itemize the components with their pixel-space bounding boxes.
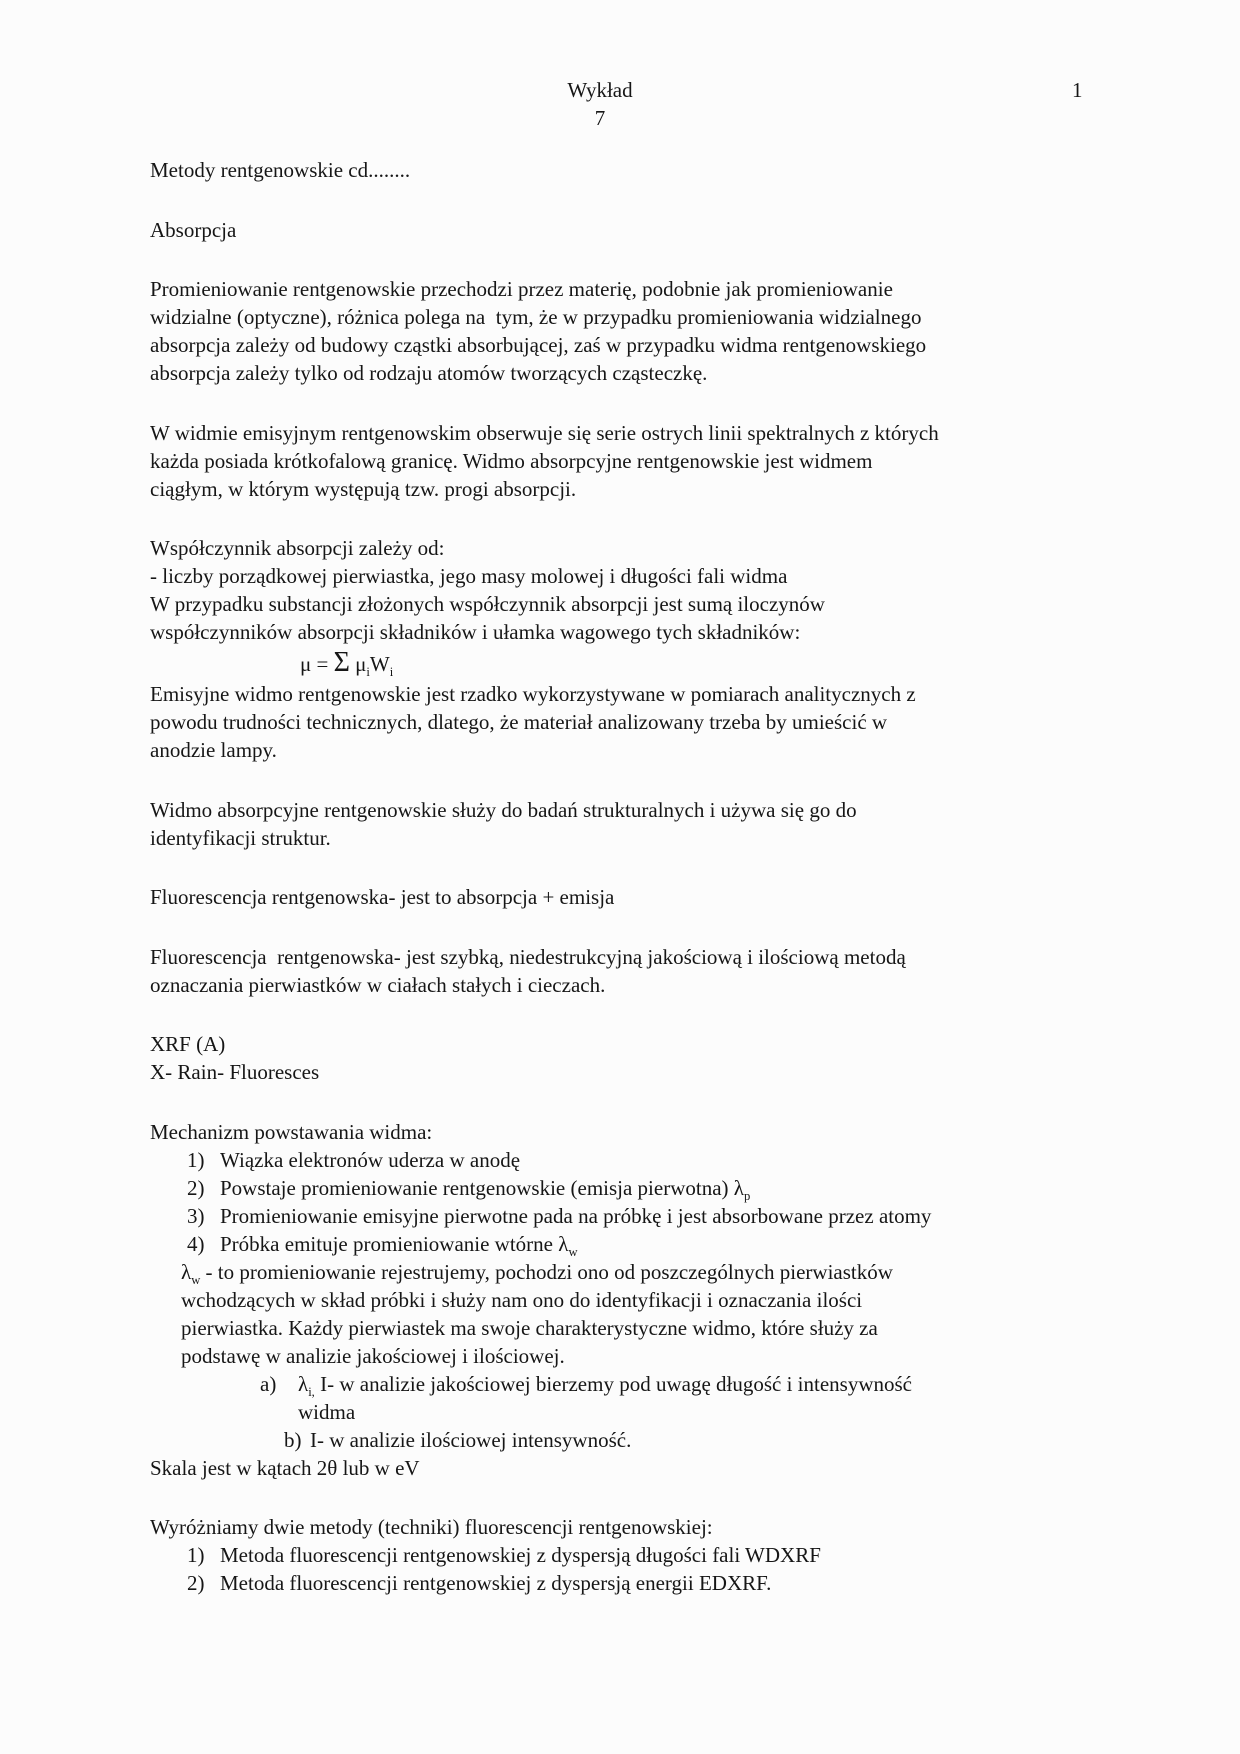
text-line: Fluorescencja rentgenowska- jest szybką, niedestrukcyjną jakościową i ilościową metodą [150,944,906,969]
sigma-symbol: Σ [333,647,350,678]
text-line: - liczby porządkowej pierwiastka, jego masy molowej i długości fali widma [150,564,788,588]
text-line: pierwiastka. Każdy pierwiastek ma swoje charakterystyczne widmo, które służy za [181,1315,878,1340]
paragraph-absorption-usage [150,796,1240,852]
text-line: Emisyjne widmo rentgenowskie jest rzadko wykorzystywane w pomiarach analitycznych z [150,682,916,706]
method-item-2 [187,1569,1240,1597]
methods-heading: Wyróżniamy dwie metody (techniki) fluorescencji rentgenowskiej: [150,1515,713,1539]
paragraph-absorption-coefficient [150,534,1240,646]
text-line: podstawę w analizie jakościowej i ilościowej. [181,1343,565,1368]
absorption-coefficient-formula [300,646,1240,680]
paragraph-fluorescence-definition: Fluorescencja rentgenowska- jest to absorpcja + emisja [150,885,615,909]
scale-note: Skala jest w kątach 2θ lub w eV [150,1455,420,1480]
spacer [150,132,1240,156]
paragraph-fluorescence-description [150,943,1240,999]
mechanism-step-2 [187,1174,1240,1202]
text-fragment: - to promieniowanie rejestrujemy, pochodzi ono od poszczególnych pierwiastków [200,1259,893,1284]
list-letter: a) [260,1371,277,1396]
text-line: XRF (A) [150,1032,226,1056]
paragraph-lambda-w [150,1258,1240,1370]
text-line: ciągłym, w którym występują tzw. progi absorpcji. [150,476,577,501]
list-text: Promieniowanie emisyjne pierwotne pada na próbkę i jest absorbowane przez atomy [220,1203,932,1228]
subscript: i [389,665,394,680]
text-line: absorpcja zależy od budowy cząstki absorbującej, zaś w przypadku widma rentgenowskiego [150,333,927,357]
sub-list [150,1370,1240,1454]
text-line: Widmo absorpcyjne rentgenowskie służy do badań strukturalnych i używa się go do [150,797,857,822]
lambda-symbol: λ [298,1371,309,1396]
formula-mu: μ [349,652,367,676]
text-line [181,1258,1240,1286]
lecture-title: Wykład [567,78,633,102]
text-line: widzialne (optyczne), różnica polega na tym, że w przypadku promieniowania widzialnego [150,305,922,329]
text-line: każda posiada krótkofalową granicę. Widmo absorpcyjne rentgenowskie jest widmem [150,448,873,473]
method-item-1 [187,1541,1240,1569]
list-text: Powstaje promieniowanie rentgenowskie (emisja pierwotna) λ [220,1175,744,1200]
sub-item-b [284,1426,1240,1454]
text-line: identyfikacji struktur. [150,825,331,850]
subscript: w [191,1272,201,1287]
spacer [150,1086,1240,1118]
text-line: X- Rain- Fluoresces [150,1060,320,1084]
paragraph-emission-spectrum [150,419,1240,503]
mechanism-step-4 [187,1230,1240,1258]
text-line: W przypadku substancji złożonych współczynnik absorpcji jest sumą iloczynów [150,592,825,616]
paragraph-radiation [150,275,1240,387]
spacer [150,999,1240,1031]
spacer [150,911,1240,943]
formula-w: W [369,652,390,676]
text-line: anodzie lampy. [150,738,277,762]
text-fragment: I- w analizie jakościowej bierzemy pod uwagę długość i intensywność [314,1371,913,1396]
text-fragment: I- w analizie ilościowej intensywność. [310,1427,632,1452]
list-number: 2) [187,1571,205,1595]
section-heading-absorpcja: Absorpcja [150,217,237,242]
text-line: wchodzących w skład próbki i służy nam ono do identyfikacji i oznaczania ilości [181,1287,863,1312]
lecture-number: 7 [594,106,606,130]
list-number: 4) [187,1231,205,1256]
mechanism-heading: Mechanizm powstawania widma: [150,1119,433,1144]
spacer [150,503,1240,535]
paragraph-emissive-spectrum [150,680,1240,764]
list-letter: b) [284,1427,302,1452]
mechanism-step-1 [187,1146,1240,1174]
subscript: i [366,665,370,680]
list-text: Metoda fluorescencji rentgenowskiej z dyspersją długości fali WDXRF [220,1543,821,1567]
subscript: p [743,1188,751,1203]
list-text: Metoda fluorescencji rentgenowskiej z dyspersją energii EDXRF. [220,1571,772,1595]
list-text: Próbka emituje promieniowanie wtórne λ [220,1231,569,1256]
text-line: Promieniowanie rentgenowskie przechodzi przez materię, podobnie jak promieniowanie [150,277,893,301]
spacer [150,1482,1240,1514]
intro-line: Metody rentgenowskie cd........ [150,158,411,182]
text-line: Współczynnik absorpcji zależy od: [150,536,445,560]
methods-list [150,1541,1240,1597]
list-text: Wiązka elektronów uderza w anodę [220,1147,521,1172]
spacer [150,184,1240,216]
text-line: oznaczania pierwiastków w ciałach stałych i cieczach. [150,972,606,997]
sub-item-a [260,1370,1240,1398]
sub-item-a-continuation: widma [298,1399,356,1424]
paragraph-xrf [150,1030,1240,1086]
mechanism-list [150,1146,1240,1258]
subscript: i, [308,1384,315,1399]
list-number: 1) [187,1147,205,1172]
list-number: 3) [187,1203,205,1228]
list-number: 1) [187,1543,205,1567]
text-line: absorpcja zależy tylko od rodzaju atomów tworzących cząsteczkę. [150,361,708,385]
lambda-symbol: λ [181,1259,192,1284]
spacer [150,387,1240,419]
mechanism-step-3 [187,1202,1240,1230]
formula-lhs: μ = [300,652,334,676]
spacer [150,244,1240,276]
text-line: powodu trudności technicznych, dlatego, że materiał analizowany trzeba by umieścić w [150,710,888,734]
list-number: 2) [187,1175,205,1200]
document-body [0,76,1240,1597]
subscript: w [568,1244,578,1259]
text-line: W widmie emisyjnym rentgenowskim obserwuje się serie ostrych linii spektralnych z których [150,420,939,445]
spacer [150,764,1240,796]
page-number: 1 [1072,78,1083,102]
spacer [150,852,1240,884]
text-line: współczynników absorpcji składników i ułamka wagowego tych składników: [150,620,801,644]
